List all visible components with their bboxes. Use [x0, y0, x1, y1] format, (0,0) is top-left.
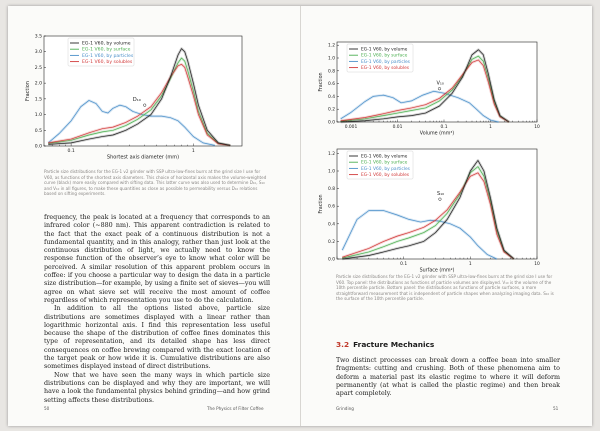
legend-label: EG-1 V60, by particles: [82, 53, 134, 59]
y-tick-label: 1.0: [34, 113, 42, 119]
chart-surface: [301, 141, 592, 276]
left-body-text: [44, 214, 270, 405]
left-page: [8, 6, 300, 426]
y-tick-label: 0.8: [328, 69, 335, 75]
y-tick-label: 0.6: [328, 82, 335, 88]
left-running-footer: The Physics of Filter Coffee: [207, 406, 264, 411]
left-page-number: 50: [44, 406, 50, 411]
legend-label: EG-1 V60, by solubles: [82, 60, 133, 66]
x-axis-label: Volume (mm³): [419, 131, 455, 137]
y-tick-label: 0.2: [328, 107, 335, 113]
x-tick-label: 1: [191, 149, 195, 154]
chart-diameter: [8, 6, 300, 166]
legend-label: EG-1 V60, by particles: [361, 166, 410, 172]
x-tick-label: 0.1: [440, 125, 448, 130]
x-tick-label: 0.1: [67, 149, 75, 154]
section-heading: [336, 340, 434, 349]
legend-label: EG-1 V60, by surface: [82, 47, 131, 53]
section-title: Fracture Mechanics: [353, 340, 435, 349]
x-axis-label: Shortest axis diameter (mm): [106, 154, 180, 161]
y-tick-label: 0.4: [328, 222, 335, 228]
legend-label: EG-1 V60, by volume: [82, 41, 131, 47]
y-tick-label: 1.2: [328, 151, 335, 157]
x-tick-label: 0.01: [392, 125, 403, 130]
y-tick-label: 0.0: [34, 144, 42, 150]
right-figure-caption: Particle size distributions for the EG-1 v2 grinder with SSP ultra-low-fines burrs at the grind size I use for V60. Top panel: the distributions as functions of particle volumes are displayed. V₁₀ is the volume of the 10th percentile particle. Bottom panel: the distributions as functions of particle surfaces, a more straightforward measurement that is independent of particle shapes when analyzing imaging data. S₁₀ is the surface of the 10th percentile particle.: [336, 274, 554, 302]
book-spread: [8, 6, 592, 426]
y-tick-label: 0.0: [328, 120, 335, 126]
y-tick-label: 0.8: [328, 187, 335, 193]
right-running-header: Grinding: [336, 406, 354, 411]
y-tick-label: 0.5: [34, 128, 42, 134]
x-tick-label: 10: [534, 262, 540, 267]
chart-volume: [301, 6, 592, 141]
right-page: [301, 6, 592, 426]
y-axis-label: Fraction: [25, 81, 31, 101]
paragraph-3: Now that we have seen the many ways in which particle size distributions can be displayed and why they are important, we will have a look the fundamental physics behind grinding—and how grind setting affects these distributions.: [44, 371, 270, 404]
x-tick-label: 0.1: [400, 262, 408, 267]
legend-label: EG-1 V60, by particles: [361, 59, 410, 65]
y-tick-label: 0.0: [328, 257, 335, 263]
y-tick-label: 1.5: [34, 97, 42, 103]
section-number: 3.2: [336, 340, 350, 349]
percentile-label: V₁₀: [436, 80, 444, 87]
paragraph-1: frequency, the peak is located at a frequency that corresponds to an infrared color (~880 nm). This apparent contradiction is related to the fact that the exact peak of a continuous distribution is not a fundamental quantity, and in this analogy, rather than just look at the continuous distribution of light, we actually need to know the response function of the observer’s eye to know what color will be perceived. A similar resolution of this apparent problem occurs in coffee: if you choose a particular way to design the data in a particle size distribution—for example, by using a finite set of sieves—you will agree on what sieve set will receive the most amount of coffee regardless of which representation you use to do the calculation.: [44, 214, 270, 304]
percentile-label: S₁₀: [436, 191, 445, 198]
left-figure-caption: Particle size distributions for the EG-1 v2 grinder with SSP ultra-low-fines burrs at the grind size I use for V60, as functions of the shortest axis diameters. This choice of horizontal axis makes the volume-weighted curve (black) more easily compared with sifting data. This latter curve was also used to determine D₁₀, S₁₀ and V₁₀ in all figures, to make these quantities as close as possible to permeability versus D₁₀ relations based on sifting experiments.: [44, 169, 267, 197]
x-tick-label: 1: [489, 125, 492, 130]
legend-label: EG-1 V60, by volume: [361, 154, 408, 160]
y-tick-label: 0.4: [328, 94, 335, 100]
y-tick-label: 1.2: [328, 43, 335, 49]
legend-label: EG-1 V60, by solubles: [361, 66, 410, 72]
x-tick-label: 10: [534, 125, 540, 130]
y-axis-label: Fraction: [319, 194, 324, 214]
y-tick-label: 2.0: [34, 81, 42, 87]
legend-label: EG-1 V60, by surface: [361, 160, 408, 166]
paragraph-2: In addition to all the options listed above, particle size distributions are sometimes displayed with a linear rather than logarithmic horizontal axis. I find this representation less useful because the shape of the distribution of coffee fines dominates this type of representation, and its detailed shape has less direct consequences on coffee brewing compared with the exact location of the target peak or how wide it is. Cumulative distributions are also sometimes displayed instead of direct distributions.: [44, 305, 270, 371]
x-tick-label: 1: [468, 262, 472, 267]
y-tick-label: 1.0: [328, 56, 335, 62]
y-tick-label: 3.5: [34, 34, 42, 40]
y-tick-label: 1.0: [328, 169, 335, 175]
y-tick-label: 2.5: [34, 65, 42, 71]
x-tick-label: 0.001: [344, 125, 358, 130]
x-axis-label: Surface (mm²): [419, 268, 455, 274]
legend-label: EG-1 V60, by solubles: [361, 173, 410, 179]
y-tick-label: 0.6: [328, 204, 335, 210]
y-tick-label: 0.2: [328, 239, 335, 245]
y-tick-label: 3.0: [34, 50, 42, 56]
legend-label: EG-1 V60, by surface: [361, 53, 408, 59]
legend-label: EG-1 V60, by volume: [361, 47, 408, 53]
y-axis-label: Fraction: [319, 72, 324, 92]
right-page-number: 51: [553, 406, 559, 411]
right-body-text: Two distinct processes can break down a coffee bean into smaller fragments: cutting and crushing. Both of these phenomena aim to deform a material past its elastic regime to where it will deform permanently (at what is called the plastic regime) and then break apart completely.: [336, 357, 560, 398]
percentile-label: D₁₀: [132, 97, 141, 104]
